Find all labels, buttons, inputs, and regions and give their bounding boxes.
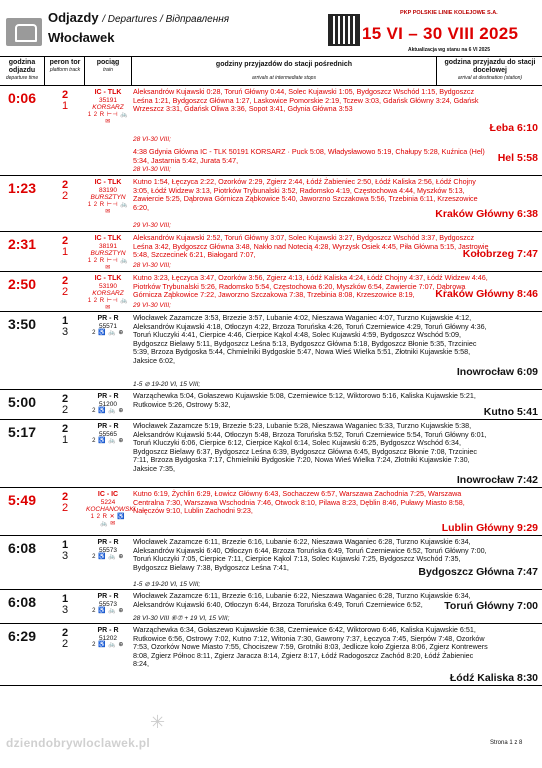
- validity-period: 15 VI – 30 VIII 2025: [362, 24, 519, 43]
- platform-track: 2 1: [61, 89, 69, 112]
- platform-track: 2 2: [61, 627, 69, 650]
- destination: Hel 5:58: [497, 152, 538, 164]
- calendar-note: 28 VI-30 VIII ⑥⑦ + 19 VI, 15 VIII;: [133, 615, 230, 622]
- service-icons: 1 2 R ⊢⊣ 🚲 ✉: [87, 111, 129, 125]
- update-note: Aktualizacja wg stanu na 6 VI 2025: [408, 47, 490, 53]
- train-info[interactable]: IC - TLK 35191 KORSARZ 1 2 R ⊢⊣ 🚲 ✉: [87, 89, 129, 125]
- col-stations: godziny przyjazdów do stacji pośrednich arrivals at intermediate stops: [215, 61, 353, 81]
- train-info[interactable]: PR - R 51202 2 ♿ 🚲 ⊕: [86, 627, 130, 650]
- intermediate-stops: Aleksandrów Kujawski 0:28, Toruń Główny 0:44, Solec Kujawski 1:05, Bydgoszcz Wschód 1:15, Bydgoszcz Leśna 1:21, Bydgoszcz Główna 1:27, Laskowice Pomorskie 2:19, Tczew 3:03, Gdańsk Główny 3:24, Gdańsk Wrzeszcz 3:31, Gdańsk Oliwa 3:36, Sopot 3:41, Gdynia Główna 3:53: [133, 87, 479, 114]
- calendar-note: 28 VI-30 VIII;: [133, 262, 171, 269]
- column-headers: [0, 56, 542, 86]
- destination: Kołobrzeg 7:47: [462, 248, 538, 260]
- train-info[interactable]: IC - TLK 53190 KORSARZ 1 2 R ⊢⊣ 🚲 ✉: [87, 275, 129, 311]
- departure-time: 5:49: [7, 492, 37, 508]
- intermediate-stops: Warząchewka 5:04, Gołaszewo Kujawskie 5:08, Czerniewice 5:12, Wiktorowo 5:16, Kaliska Kujawskie 5:21, Rutkowice 5:26, Ostrowy 5:32,: [133, 391, 476, 409]
- platform-track: 1 3: [61, 315, 69, 338]
- destination: Kraków Główny 8:46: [435, 288, 538, 300]
- col-time: godzina odjazdu departure time: [5, 59, 39, 81]
- platform-track: 2 2: [61, 393, 69, 416]
- table-row: [0, 624, 542, 686]
- table-row: [0, 536, 542, 590]
- service-icons: 2 ♿ 🚲 ⊕: [92, 408, 124, 414]
- intermediate-stops: Włocławek Zazamcze 5:19, Brzezie 5:23, Lubanie 5:28, Nieszawa Waganiec 5:33, Turzno Kujawskie 5:38, Aleksandrów Kujawski 5:44, Otłoczyn 5:48, Brzoza Toruńska 5:52, Toruń Czerniewice 5:54, Toruń Główny 6:01, Toruń Kluczyki 6:06, Cierpice 6:12, Cierpice Kąkol 6:14, Solec Kujawski 6:25, Bydgoszcz Wschód 6:34, Bydgoszcz Bielawy 6:37, Bydgoszcz Leśna 6:39, Bydgoszcz Główna 6:45, Bydgoszcz Błonie 7:08, Trzciniec 7:11, Brzoza Bydgoska 7:17, Chmielniki Bydgoskie 7:20, Nowa Wieś Wielka 7:24, Złotniki Kujawskie 7:30, Jaksice 7:35,: [133, 421, 487, 473]
- qr-code-icon[interactable]: [328, 14, 360, 46]
- service-icons: 2 ♿ 🚲 ⊕: [92, 554, 124, 560]
- header: [0, 0, 542, 56]
- intermediate-stops: Włocławek Zazamcze 3:53, Brzezie 3:57, Lubanie 4:02, Nieszawa Waganiec 4:07, Turzno Kujawskie 4:12, Aleksandrów Kujawski 4:18, Otłoczyn 4:22, Brzoza Toruńska 4:26, Toruń Czerniewice 4:29, Toruń Główny 4:36, Toruń Kluczyki 4:41, Cierpice 4:46, Cierpice Kąkol 4:48, Solec Kujawski 4:59, Bydgoszcz Wschód 5:09, Bydgoszcz Bielawy 5:11, Bydgoszcz Leśna 5:13, Bydgoszcz Główna 5:18, Bydgoszcz Błonie 5:35, Trzciniec 5:39, Brzoza Bydgoska 5:44, Chmielniki Bydgoskie 5:47, Nowa Wieś Wielka 5:51, Złotniki Kujawskie 5:58, Jaksice 6:02,: [133, 313, 487, 365]
- table-row: [0, 488, 542, 536]
- intermediate-stops: Kutno 3:23, Łęczyca 3:47, Ozorków 3:56, Zgierz 4:13, Łódź Kaliska 4:24, Łódź Chojny 4:37, Łódź Widzew 4:46, Piotrków Trybunalski 5:26, Radomsko 5:54, Częstochowa 6:20, Myszków 6:54, Zawiercie 7:07, Dąbrowa Górnicza Ząbkowice 7:22, Jaworzno Szczakowa 7:38, Trzebinia 8:08, Krzeszowice 8:19,: [133, 273, 488, 300]
- service-icons: 2 ♿ 🚲 ⊕: [92, 438, 124, 444]
- intermediate-stops: Aleksandrów Kujawski 2:52, Toruń Główny 3:07, Solec Kujawski 3:27, Bydgoszcz Wschód 3:37, Bydgoszcz Leśna 3:42, Bydgoszcz Główna 3:48, Nakło nad Notecią 4:28, Wyrzysk Osiek 4:45, Piła Główna 5:15, Jastrowie 5:48, Szczecinek 6:21, Białogard 7:07,: [133, 233, 489, 260]
- service-icons: 2 ♿ 🚲 ⊕: [92, 608, 124, 614]
- departure-time: 0:06: [7, 90, 37, 106]
- departure-time: 3:50: [7, 316, 37, 332]
- calendar-note: 29 VI-30 VIII;: [133, 222, 171, 229]
- destination: Inowrocław 7:42: [456, 474, 538, 486]
- destination: Lublin Główny 9:29: [441, 522, 538, 534]
- destination: Kraków Główny 6:38: [435, 208, 538, 220]
- table-row: [0, 390, 542, 420]
- departure-time: 5:17: [7, 424, 37, 440]
- intermediate-stops: Włocławek Zazamcze 6:11, Brzezie 6:16, Lubanie 6:22, Nieszawa Waganiec 6:28, Turzno Kujawskie 6:34, Aleksandrów Kujawski 6:40, Otłoczyn 6:44, Brzoza Toruńska 6:49, Toruń Czerniewice 6:52, Toruń Główny 7:00, Toruń Kluczyki 7:05, Cierpice 7:11, Cierpice Kąkol 7:13, Solec Kujawski 7:25, Bydgoszcz Wschód 7:35, Bydgoszcz Bielawy 7:38, Bydgoszcz Leśna 7:41,: [133, 537, 487, 572]
- table-row: [0, 420, 542, 488]
- departure-time: 2:31: [7, 236, 37, 252]
- col-platform: peron tor platform track: [49, 59, 81, 73]
- operator-logo: PKP POLSKIE LINIE KOLEJOWE S.A.: [400, 10, 498, 16]
- calendar-note: 28 VI-30 VIII;: [133, 166, 171, 173]
- table-row: [0, 86, 542, 146]
- platform-track: 2 1: [61, 423, 69, 446]
- platform-track: 2 2: [61, 275, 69, 298]
- departure-time: 5:00: [7, 394, 37, 410]
- train-logo-icon: [6, 18, 42, 46]
- platform-track: 1 3: [61, 539, 69, 562]
- service-icons: 1 2 R ⊢⊣ 🚲 ✉: [87, 257, 129, 271]
- table-row: [0, 232, 542, 272]
- departure-time: 6:29: [7, 628, 37, 644]
- train-info[interactable]: PR - R 55565 2 ♿ 🚲 ⊕: [86, 423, 130, 446]
- calendar-note: 1-5 ⊘ 19-20 VI, 15 VIII;: [133, 581, 201, 588]
- destination: Kutno 5:41: [483, 406, 538, 418]
- destination: Toruń Główny 7:00: [444, 600, 538, 612]
- train-info[interactable]: PR - R 55573 2 ♿ 🚲 ⊕: [86, 539, 130, 562]
- col-train: pociąg train: [96, 59, 120, 73]
- calendar-note: 29 VI-30 VIII;: [133, 302, 171, 309]
- destination: Łódź Kaliska 8:30: [449, 672, 538, 684]
- intermediate-stops: 4:38 Gdynia Główna IC - TLK 50191 KORSARZ · Puck 5:08, Władysławowo 5:19, Chałupy 5:28, Kuźnica (Hel) 5:34, Jastarnia 5:42, Jurata 5:47,: [133, 147, 485, 165]
- intermediate-stops: Kutno 1:54, Łęczyca 2:22, Ozorków 2:29, Zgierz 2:44, Łódź Żabieniec 2:50, Łódź Kaliska 2:56, Łódź Chojny 3:05, Łódź Widzew 3:13, Piotrków Trybunalski 3:52, Radomsko 4:19, Częstochowa 4:44, Myszków 5:13, Zawiercie 5:25, Dąbrowa Górnicza Ząbkowice 5:40, Jaworzno Szczakowa 5:56, Trzebinia 6:11, Krzeszowice 6:20,: [133, 177, 478, 212]
- departure-time: 6:08: [7, 540, 37, 556]
- platform-track: 2 1: [61, 235, 69, 258]
- calendar-note: 28 VI-30 VIII;: [133, 136, 171, 143]
- service-icons: 2 ♿ 🚲 ⊕: [92, 330, 124, 336]
- intermediate-stops: Warząchewka 6:34, Gołaszewo Kujawskie 6:38, Czerniewice 6:42, Wiktorowo 6:46, Kaliska Kujawskie 6:51, Rutkowice 6:56, Ostrowy 7:02, Kutno 7:12, Witonia 7:30, Gawrony 7:37, Łęczyca 7:45, Sierpów 7:48, Ozorków 7:53, Ozorków Nowe Miasto 7:55, Chociszew 7:59, Grotniki 8:03, Jedlicze koło Zgierza 8:06, Zgierz Kontrewers 8:08, Zgierz Północ 8:11, Zgierz Jaracza 8:14, Zgierz 8:17, Łódź Radogoszcz Zachód 8:20, Łódź Żabieniec 8:24,: [133, 625, 488, 669]
- train-info[interactable]: PR - R 55571 2 ♿ 🚲 ⊕: [86, 315, 130, 338]
- service-icons: 1 2 R ✕ ♿ 🚲 ✉: [90, 513, 126, 527]
- table-row: [0, 590, 542, 624]
- station-name: Włocławek: [48, 30, 115, 45]
- service-icons: 1 2 R ⊢⊣ 🚲 ✉: [87, 297, 129, 311]
- service-icons: 1 2 R ⊢⊣ 🚲 ✉: [87, 201, 129, 215]
- sparkle-icon: ✳: [150, 712, 166, 732]
- platform-track: [58, 150, 72, 161]
- departure-time: 2:50: [7, 276, 37, 292]
- page-number: Strona 1 z 8: [490, 740, 523, 746]
- table-row: [0, 146, 542, 176]
- departure-time: 1:23: [7, 180, 37, 196]
- calendar-note: 1-5 ⊘ 19-20 VI, 15 VIII;: [133, 381, 201, 388]
- train-info[interactable]: IC - TLK 38191 BURSZTYN 1 2 R ⊢⊣ 🚲 ✉: [87, 235, 129, 271]
- platform-track: 2 2: [61, 491, 69, 514]
- destination: Łeba 6:10: [489, 122, 538, 134]
- train-info[interactable]: IC - IC 5224 KOCHANOWSKI 1 2 R ✕ ♿ 🚲 ✉: [86, 491, 136, 527]
- platform-track: 1 3: [61, 593, 69, 616]
- service-icons: 2 ♿ 🚲 ⊕: [92, 642, 124, 648]
- train-info[interactable]: IC - TLK 83190 BURSZTYN 1 2 R ⊢⊣ 🚲 ✉: [87, 179, 129, 215]
- watermark: dziendobrywloclawek.pl: [6, 736, 150, 750]
- col-destination: godzina przyjazdu do stacji docelowej arrival at destination (station): [444, 59, 536, 81]
- train-info[interactable]: PR - R 51200 2 ♿ 🚲 ⊕: [86, 393, 130, 416]
- intermediate-stops: Włocławek Zazamcze 6:11, Brzezie 6:16, Lubanie 6:22, Nieszawa Waganiec 6:28, Turzno Kujawskie 6:34, Aleksandrów Kujawski 6:40, Otłoczyn 6:44, Brzoza Toruńska 6:49, Toruń Czerniewice 6:52,: [133, 591, 471, 609]
- intermediate-stops: Kutno 6:19, Żychlin 6:29, Łowicz Główny 6:43, Sochaczew 6:57, Warszawa Zachodnia 7:25, Warszawa Centralna 7:30, Warszawa Wschodnia 7:46, Otwock 8:10, Pilawa 8:23, Dęblin 8:46, Puławy Miasto 8:58, Nałęczów 9:10, Lublin Zachodni 9:23,: [133, 489, 465, 516]
- destination: Bydgoszcz Główna 7:47: [418, 566, 538, 578]
- table-row: [0, 272, 542, 312]
- table-row: [0, 312, 542, 390]
- destination: Inowrocław 6:09: [456, 366, 538, 378]
- page-title: Odjazdy / Departures / Відправлення: [48, 10, 230, 25]
- table-row: [0, 176, 542, 232]
- departure-time: 6:08: [7, 594, 37, 610]
- train-info[interactable]: PR - R 55573 2 ♿ 🚲 ⊕: [86, 593, 130, 616]
- platform-track: 2 2: [61, 179, 69, 202]
